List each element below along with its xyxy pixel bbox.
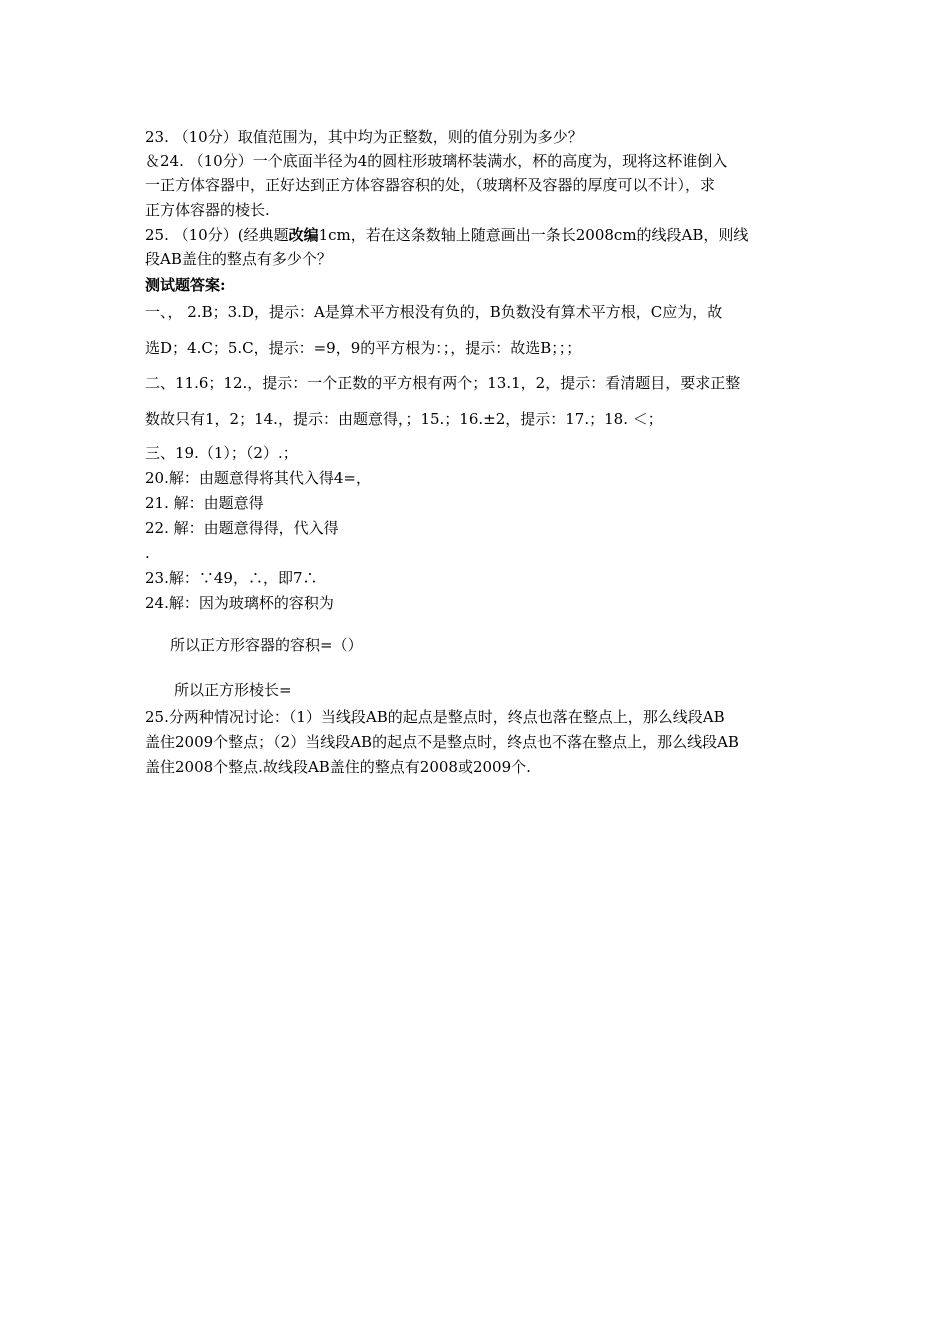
question-24-line-1: ＆24. （10分）一个底面半径为4的圆柱形玻璃杯装满水，杯的高度为，现将这杯谁倒入: [145, 152, 728, 170]
question-24-line-2: 一正方体容器中，正好达到正方体容器容积的处，（玻璃杯及容器的厚度可以不计），求: [145, 176, 716, 194]
answer-24-line-3: 所以正方形棱长=: [174, 681, 292, 699]
question-23-line-1: 23. （10分）取值范围为，其中均为正整数，则的值分别为多少？: [145, 128, 583, 146]
answers-section-3-line-1: 三、19.（1）；（2）.；: [145, 444, 298, 462]
answer-25-line-3: 盖住2008个整点.故线段AB盖住的整点有2008或2009个.: [145, 758, 531, 776]
answer-22: 22. 解：由题意得得，代入得: [145, 519, 339, 537]
question-25-suffix: 1cm，若在这条数轴上随意画出一条长2008cm的线段AB，则线: [318, 226, 749, 244]
answer-24-line-2: 所以正方形容器的容积=（）: [170, 636, 363, 654]
answer-20: 20.解：由题意得将其代入得4=，: [145, 469, 371, 487]
answer-24-line-1: 24.解：因为玻璃杯的容积为: [145, 594, 334, 612]
answers-section-2-line-1: 二、11.6；12.，提示：一个正数的平方根有两个；13.1，2，提示：看清题目，要求正整: [145, 374, 741, 392]
answers-section-1-line-2: 选D；4.C；5.C，提示：=9，9的平方根为：；，提示：故选B；；；: [145, 339, 582, 357]
answer-25-line-1: 25.分两种情况讨论：（1）当线段AB的起点是整点时，终点也落在整点上，那么线段AB: [145, 708, 725, 726]
answer-22-dot: .: [145, 544, 150, 562]
question-24-line-3: 正方体容器的棱长.: [145, 201, 270, 219]
answers-section-1-line-1: 一、， 2.B；3.D，提示：A是算术平方根没有负的，B负数没有算术平方根，C应为，故: [145, 303, 723, 321]
answer-21: 21. 解：由题意得: [145, 494, 264, 512]
question-25-line-1: [145, 224, 815, 246]
answers-heading: 测试题答案:: [145, 276, 226, 294]
question-25-bold-word: 改编: [288, 226, 319, 244]
answers-section-2-line-2: 数故只有1，2；14.，提示：由题意得，；15.；16.±2，提示：17.；18. ＜；: [145, 410, 663, 428]
question-25-prefix: 25. （10分）(经典题: [145, 226, 289, 244]
answer-25-line-2: 盖住2009个整点；（2）当线段AB的起点不是整点时，终点也不落在整点上，那么线段AB: [145, 733, 739, 751]
answer-23: 23.解：∵49，∴，即7∴: [145, 569, 318, 587]
question-25-line-2: 段AB盖住的整点有多少个？: [145, 250, 332, 268]
